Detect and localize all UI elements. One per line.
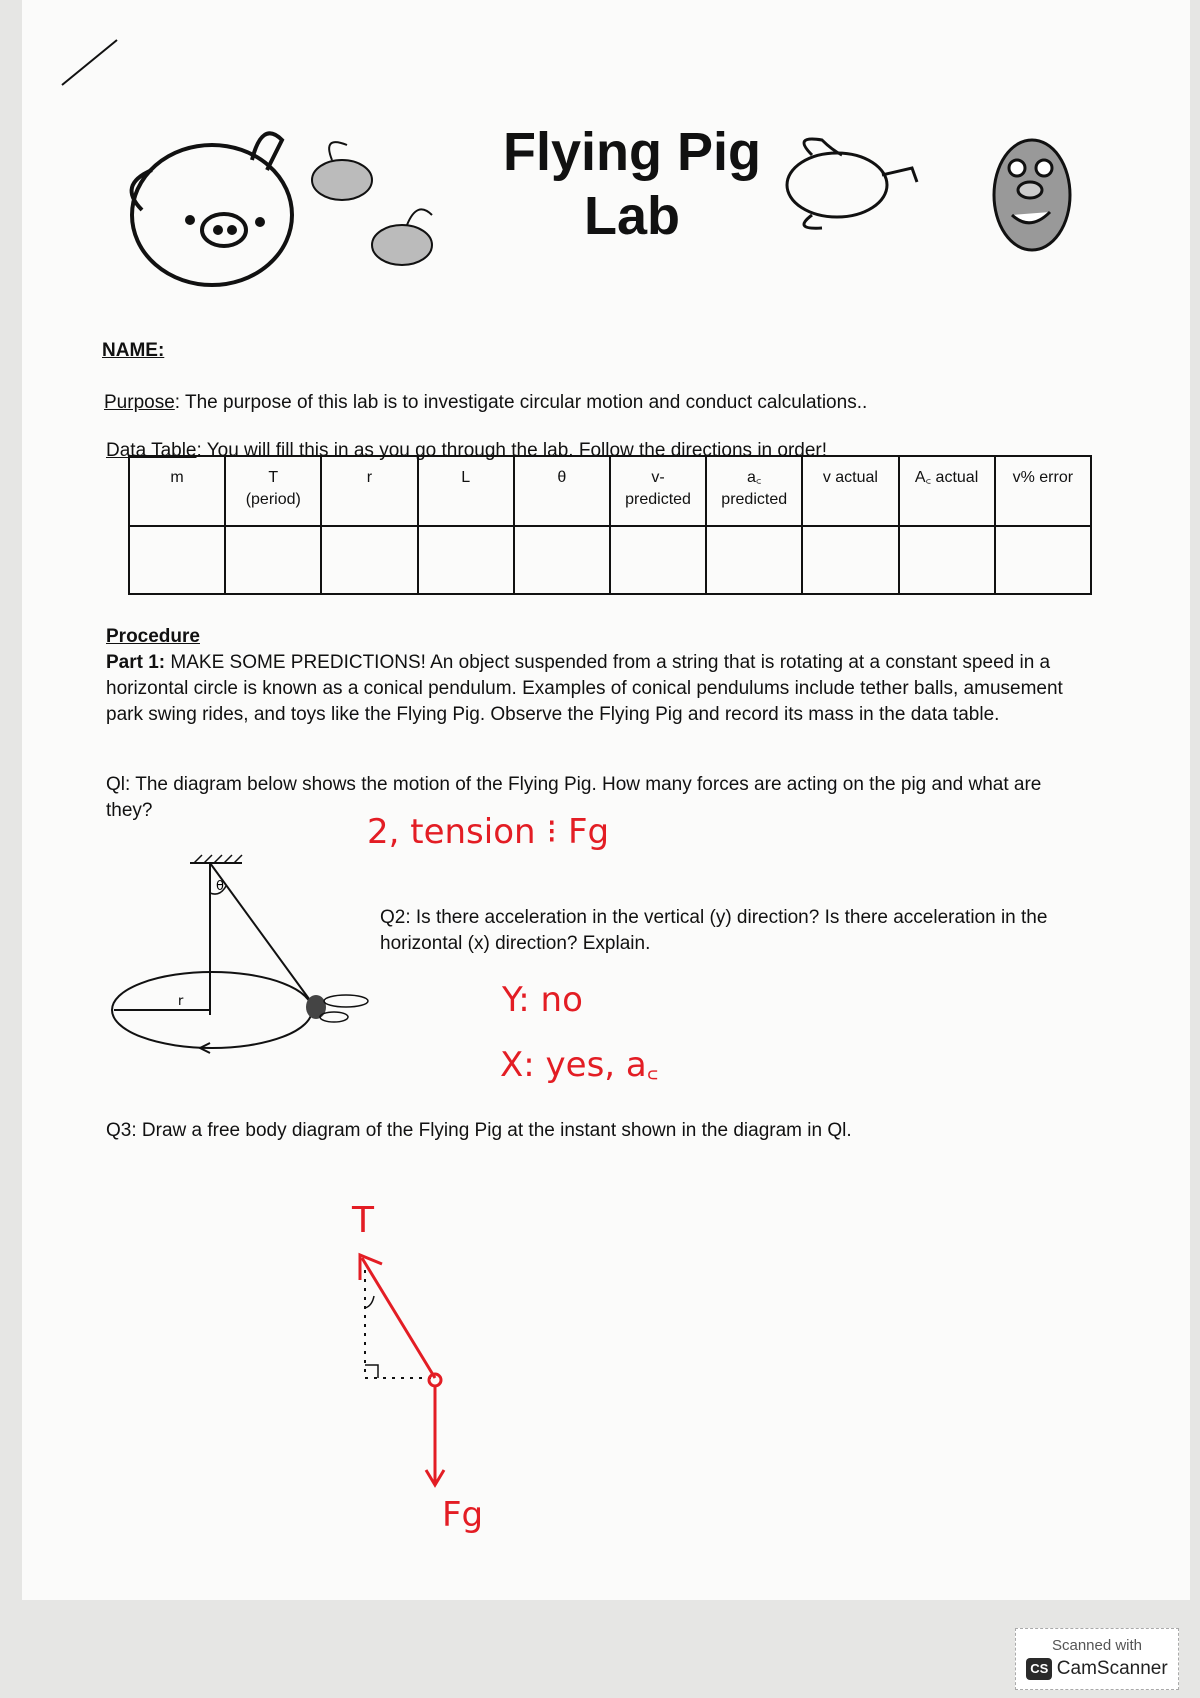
pig-small-icon — [312, 142, 432, 265]
entry-cell[interactable] — [706, 526, 802, 594]
q2-answer-y: Y: no — [502, 980, 583, 1020]
purpose-line — [104, 390, 1104, 416]
name-label: NAME: — [102, 340, 165, 361]
col-header: v% error — [995, 456, 1091, 526]
col-header: L — [418, 456, 514, 526]
right-angle-mark — [365, 1365, 378, 1378]
string-line — [210, 863, 312, 1003]
entry-cell[interactable] — [995, 526, 1091, 594]
ceiling-hatch — [194, 855, 242, 863]
gravity-label: Fg — [442, 1495, 484, 1535]
camscanner-brand — [1016, 1658, 1178, 1680]
part1-label: Part 1: — [106, 652, 166, 673]
purpose-label: Purpose — [104, 392, 175, 413]
worksheet-page — [22, 0, 1190, 1600]
col-header: r — [321, 456, 417, 526]
col-header: m — [129, 456, 225, 526]
q3-text: Q3: Draw a free body diagram of the Flying Pig at the instant shown in the diagram in Ql. — [106, 1120, 852, 1141]
scanned-with-text: Scanned with — [1051, 1637, 1143, 1654]
entry-cell[interactable] — [418, 526, 514, 594]
angle-label: θ — [216, 879, 224, 894]
tension-vector — [362, 1258, 435, 1378]
camscanner-brand-text: CamScanner — [1056, 1658, 1168, 1679]
page-title — [492, 120, 772, 248]
pig-flying-icon — [787, 139, 917, 228]
data-table-label: Data Table — [106, 440, 197, 461]
title-line2: Lab — [583, 186, 680, 246]
pen-mark — [62, 40, 117, 85]
procedure-part1 — [106, 650, 1076, 728]
procedure-label: Procedure — [106, 626, 200, 647]
q1-answer: 2, tension ⁝ Fg — [367, 812, 610, 852]
title-line1: Flying Pig — [502, 122, 761, 182]
col-header: A꜀ actual — [899, 456, 995, 526]
entry-cell[interactable] — [610, 526, 706, 594]
camscanner-logo-icon: CS — [1026, 1658, 1052, 1680]
camscanner-watermark — [1015, 1628, 1179, 1690]
data-table-entry-row — [129, 526, 1091, 594]
col-header: v actual — [802, 456, 898, 526]
purpose-text: : The purpose of this lab is to investigate circular motion and conduct calculations.. — [174, 392, 868, 413]
radius-label: r — [178, 994, 184, 1009]
col-header: T (period) — [225, 456, 321, 526]
col-header: θ — [514, 456, 610, 526]
q1-text: Ql: The diagram below shows the motion of the Flying Pig. How many forces are acting on the pig and what are they? — [106, 774, 1042, 821]
entry-cell[interactable] — [802, 526, 898, 594]
fbd-angle-mark — [365, 1296, 374, 1308]
pig-cartoon-icon — [994, 140, 1070, 250]
flying-pig-icon — [306, 995, 368, 1022]
entry-cell[interactable] — [899, 526, 995, 594]
pig-big-icon — [132, 133, 292, 285]
entry-cell[interactable] — [225, 526, 321, 594]
procedure-section — [106, 624, 1076, 728]
col-header: v- predicted — [610, 456, 706, 526]
data-table — [128, 455, 1092, 595]
q2-text: Q2: Is there acceleration in the vertical (y) direction? Is there acceleration in the horizontal (x) direction? Explain. — [380, 907, 1048, 954]
conical-pendulum-diagram — [102, 845, 382, 1060]
entry-cell[interactable] — [321, 526, 417, 594]
q2-answer-x: X: yes, a꜀ — [500, 1045, 659, 1085]
part1-text: MAKE SOME PREDICTIONS! An object suspended from a string that is rotating at a constant speed in a horizontal circle is known as a conical pendulum. Examples of conical pendulums include tether balls, amusement park swing rides, and toys like the Flying Pig. Observe the Flying Pig and record its mass in the data table. — [106, 652, 1063, 725]
tension-label: T — [352, 1200, 374, 1241]
entry-cell[interactable] — [129, 526, 225, 594]
data-table-header-row — [129, 456, 1091, 526]
data-table-text: : You will fill this in as you go through the lab. Follow the directions in order! — [196, 440, 828, 461]
entry-cell[interactable] — [514, 526, 610, 594]
col-header: a꜀ predicted — [706, 456, 802, 526]
free-body-diagram — [322, 1200, 522, 1540]
